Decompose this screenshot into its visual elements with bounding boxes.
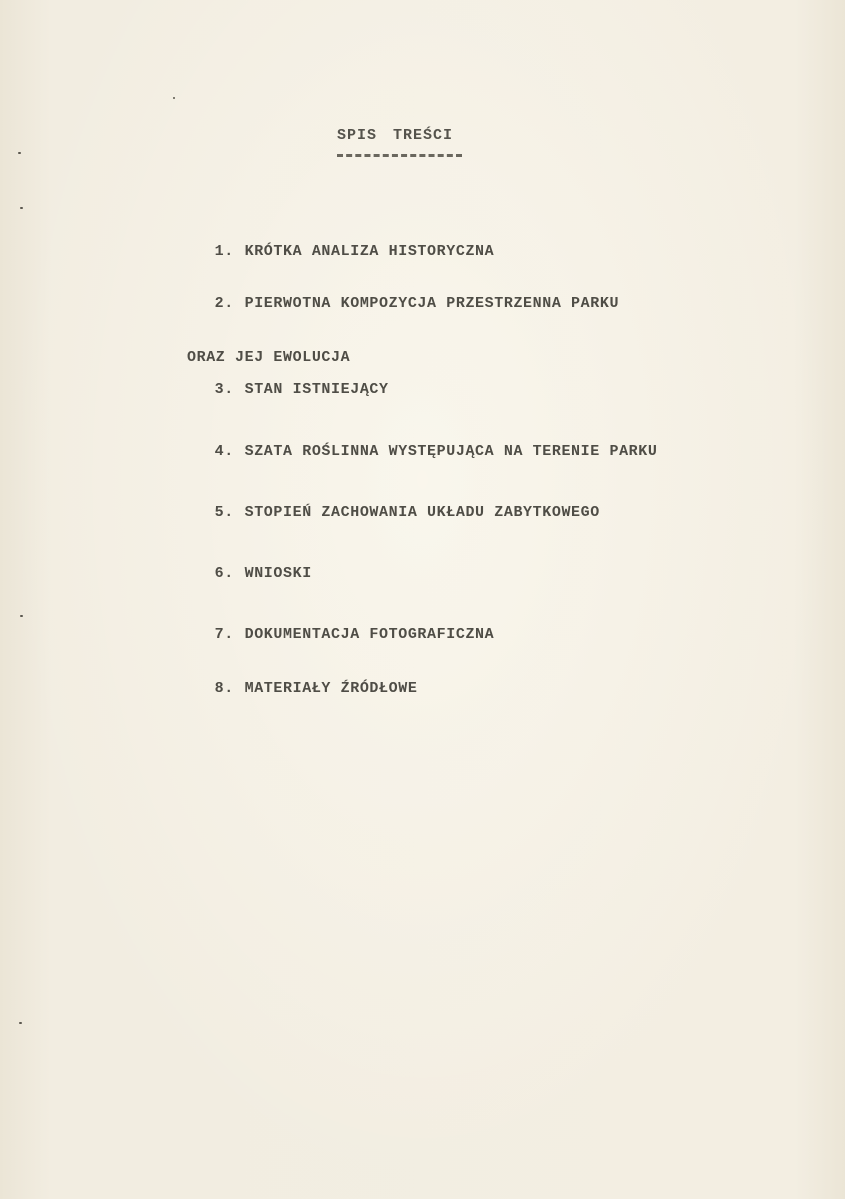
toc-entry-number: 7.: [214, 626, 234, 643]
toc-entry-4: [157, 425, 657, 479]
toc-entry-number: 6.: [214, 565, 234, 582]
toc-entry-text: MATERIAŁY ŹRÓDŁOWE: [244, 680, 418, 697]
toc-entry-text: DOKUMENTACJA FOTOGRAFICZNA: [244, 626, 495, 643]
toc-entry-number: 3.: [214, 381, 234, 398]
toc-entry-text: KRÓTKA ANALIZA HISTORYCZNA: [244, 243, 495, 260]
toc-entry-text: SZATA ROŚLINNA WYSTĘPUJĄCA NA TERENIE PARKU: [244, 443, 658, 460]
toc-entry-text: PIERWOTNA KOMPOZYCJA PRZESTRZENNA PARKU: [244, 295, 620, 312]
toc-entry-continuation: ORAZ JEJ EWOLUCJA: [187, 349, 351, 366]
table-of-contents: [157, 0, 817, 1199]
toc-entry-3: [157, 363, 389, 417]
paper-speck: [18, 152, 21, 154]
paper-speck: [19, 1022, 22, 1024]
paper-speck: [173, 97, 175, 99]
toc-entry-text: STOPIEŃ ZACHOWANIA UKŁADU ZABYTKOWEGO: [244, 504, 600, 521]
toc-entry-number: 1.: [214, 243, 234, 260]
toc-entry-number: 5.: [214, 504, 234, 521]
toc-entry-number: 8.: [214, 680, 234, 697]
toc-entry-5: [157, 486, 600, 540]
toc-entry-text: WNIOSKI: [244, 565, 312, 582]
toc-entry-number: 4.: [214, 443, 234, 460]
toc-entry-1: [157, 225, 494, 279]
toc-entry-7: [157, 608, 494, 662]
paper-speck: [20, 207, 23, 209]
paper-speck: [20, 615, 23, 617]
toc-entry-number: 2.: [214, 295, 234, 312]
toc-entry-text: STAN ISTNIEJĄCY: [244, 381, 389, 398]
toc-entry-8: [157, 662, 417, 716]
toc-entry-6: [157, 547, 312, 601]
page-title: SPIS TREŚCI: [337, 127, 454, 144]
